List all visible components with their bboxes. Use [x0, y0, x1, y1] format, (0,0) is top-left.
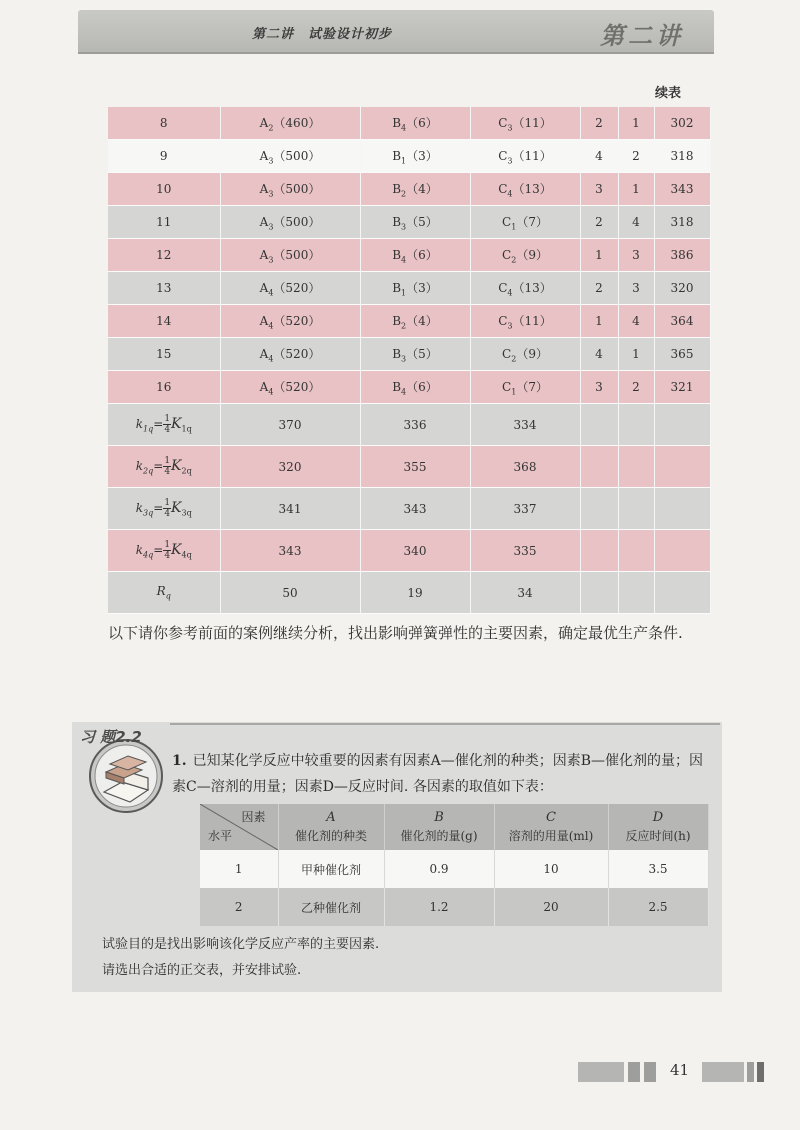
- mean-b: 336: [360, 404, 470, 446]
- mean-row: [108, 530, 710, 572]
- factor-c-cell: $C_4(13)$: [470, 272, 580, 305]
- factor-d-cell: 2: [580, 107, 618, 140]
- factor-b-cell: $B_4(6)$: [360, 239, 470, 272]
- page-header: [78, 10, 714, 54]
- factor-d-cell: 3: [580, 173, 618, 206]
- cell-c: 20: [494, 888, 608, 926]
- analysis-paragraph: 以下请你参考前面的案例继续分析，找出影响弹簧弹性的主要因素，确定最优生产条件.: [108, 624, 683, 642]
- run-number: 8: [108, 107, 220, 140]
- orthogonal-results-table: [108, 107, 711, 614]
- mean-b: 343: [360, 488, 470, 530]
- factor-b-cell: $B_2(4)$: [360, 173, 470, 206]
- mean-c: 337: [470, 488, 580, 530]
- factor-a-cell: $A_4(520)$: [220, 371, 360, 404]
- mean-c: 334: [470, 404, 580, 446]
- mean-b: 340: [360, 530, 470, 572]
- factor-e-cell: 3: [618, 239, 654, 272]
- mean-label: $k_{3q}=$ $\frac{1}{4}$ $K_{3q}$: [108, 488, 220, 530]
- table-row: [108, 206, 710, 239]
- factor-header: 因素: [241, 810, 266, 824]
- empty-cell: [654, 446, 710, 488]
- question-1: [172, 748, 717, 800]
- header-d: D 反应时间(h): [608, 804, 708, 850]
- mean-label: $k_{4q}=$ $\frac{1}{4}$ $K_{4q}$: [108, 530, 220, 572]
- factor-b-cell: $B_1(3)$: [360, 140, 470, 173]
- table-row: [108, 338, 710, 371]
- factor-d-cell: 4: [580, 338, 618, 371]
- factor-a-cell: $A_3(500)$: [220, 173, 360, 206]
- cell-a: 甲种催化剂: [278, 850, 384, 888]
- run-number: 16: [108, 371, 220, 404]
- level-header: 水平: [208, 829, 233, 843]
- range-a: 50: [220, 572, 360, 614]
- mean-a: 320: [220, 446, 360, 488]
- factor-a-cell: $A_4(520)$: [220, 305, 360, 338]
- factor-a-cell: $A_4(520)$: [220, 338, 360, 371]
- header-c: C 溶剂的用量(ml): [494, 804, 608, 850]
- result-cell: 318: [654, 206, 710, 239]
- factor-c-cell: $C_3(11)$: [470, 140, 580, 173]
- level-cell: 2: [200, 888, 278, 926]
- cell-c: 10: [494, 850, 608, 888]
- factor-c-cell: $C_3(11)$: [470, 107, 580, 140]
- empty-cell: [580, 572, 618, 614]
- cell-d: 2.5: [608, 888, 708, 926]
- factor-c-cell: $C_2(9)$: [470, 338, 580, 371]
- factor-a-cell: $A_2(460)$: [220, 107, 360, 140]
- mean-row: [108, 446, 710, 488]
- range-b: 19: [360, 572, 470, 614]
- empty-cell: [618, 446, 654, 488]
- run-number: 11: [108, 206, 220, 239]
- empty-cell: [618, 404, 654, 446]
- result-cell: 302: [654, 107, 710, 140]
- exercise-title: 习 题2.2: [80, 728, 142, 746]
- factor-d-cell: 2: [580, 206, 618, 239]
- cell-b: 0.9: [384, 850, 494, 888]
- run-number: 12: [108, 239, 220, 272]
- factor-e-cell: 4: [618, 305, 654, 338]
- factor-e-cell: 3: [618, 272, 654, 305]
- empty-cell: [580, 488, 618, 530]
- range-label: $R_q$: [108, 572, 220, 614]
- question-text: 已知某化学反应中较重要的因素有因素A—催化剂的种类；因素B—催化剂的量；因素C—溶剂的用量；因素D—反应时间. 各因素的取值如下表：: [172, 753, 704, 795]
- mean-label: $k_{2q}=$ $\frac{1}{4}$ $K_{2q}$: [108, 446, 220, 488]
- mean-c: 335: [470, 530, 580, 572]
- lecture-title: 第二讲: [600, 22, 684, 50]
- chapter-title: 第二讲 试验设计初步: [252, 27, 393, 42]
- mean-c: 368: [470, 446, 580, 488]
- empty-cell: [654, 404, 710, 446]
- range-c: 34: [470, 572, 580, 614]
- note-instruction: 请选出合适的正交表，并安排试验.: [102, 963, 302, 978]
- footer-bars-right: [702, 1062, 764, 1082]
- table-row: [108, 173, 710, 206]
- continued-label: 续表: [655, 86, 682, 101]
- result-cell: 318: [654, 140, 710, 173]
- factor-e-cell: 1: [618, 338, 654, 371]
- table-row: [200, 888, 708, 926]
- factor-b-cell: $B_3(5)$: [360, 338, 470, 371]
- factor-d-cell: 1: [580, 305, 618, 338]
- mean-b: 355: [360, 446, 470, 488]
- header-a: A 催化剂的种类: [278, 804, 384, 850]
- empty-cell: [580, 530, 618, 572]
- factor-d-cell: 2: [580, 272, 618, 305]
- factor-d-cell: 4: [580, 140, 618, 173]
- factor-a-cell: $A_3(500)$: [220, 206, 360, 239]
- result-cell: 364: [654, 305, 710, 338]
- factor-b-cell: $B_4(6)$: [360, 107, 470, 140]
- factor-e-cell: 1: [618, 107, 654, 140]
- empty-cell: [654, 488, 710, 530]
- factor-b-cell: $B_1(3)$: [360, 272, 470, 305]
- factor-d-cell: 1: [580, 239, 618, 272]
- factor-a-cell: $A_3(500)$: [220, 239, 360, 272]
- factor-e-cell: 2: [618, 140, 654, 173]
- result-cell: 386: [654, 239, 710, 272]
- table-row: [108, 239, 710, 272]
- factor-c-cell: $C_4(13)$: [470, 173, 580, 206]
- factor-e-cell: 2: [618, 371, 654, 404]
- run-number: 15: [108, 338, 220, 371]
- factor-a-cell: $A_4(520)$: [220, 272, 360, 305]
- factor-a-cell: $A_3(500)$: [220, 140, 360, 173]
- result-cell: 321: [654, 371, 710, 404]
- mean-label: $k_{1q}=$ $\frac{1}{4}$ $K_{1q}$: [108, 404, 220, 446]
- result-cell: 365: [654, 338, 710, 371]
- factor-b-cell: $B_3(5)$: [360, 206, 470, 239]
- cell-a: 乙种催化剂: [278, 888, 384, 926]
- factor-e-cell: 1: [618, 173, 654, 206]
- exercise-notes: [102, 932, 702, 984]
- empty-cell: [618, 572, 654, 614]
- empty-cell: [580, 446, 618, 488]
- table-row: [108, 107, 710, 140]
- run-number: 9: [108, 140, 220, 173]
- factor-level-table: [200, 804, 709, 926]
- level-cell: 1: [200, 850, 278, 888]
- footer-bars-left: [578, 1062, 658, 1082]
- factor-c-cell: $C_2(9)$: [470, 239, 580, 272]
- empty-cell: [618, 488, 654, 530]
- page-number: 41: [670, 1061, 690, 1079]
- table-row: [108, 371, 710, 404]
- empty-cell: [654, 572, 710, 614]
- note-purpose: 试验目的是找出影响该化学反应产率的主要因素.: [102, 937, 380, 952]
- question-number: 1.: [172, 753, 187, 769]
- run-number: 14: [108, 305, 220, 338]
- table-row: [108, 305, 710, 338]
- factor-d-cell: 3: [580, 371, 618, 404]
- result-cell: 320: [654, 272, 710, 305]
- empty-cell: [580, 404, 618, 446]
- mean-a: 341: [220, 488, 360, 530]
- result-cell: 343: [654, 173, 710, 206]
- exercise-divider: [170, 723, 720, 725]
- header-b: B 催化剂的量(g): [384, 804, 494, 850]
- mean-a: 370: [220, 404, 360, 446]
- corner-cell: [200, 804, 278, 850]
- factor-c-cell: $C_1(7)$: [470, 371, 580, 404]
- table-row: [200, 850, 708, 888]
- factor-b-cell: $B_4(6)$: [360, 371, 470, 404]
- mean-a: 343: [220, 530, 360, 572]
- cell-b: 1.2: [384, 888, 494, 926]
- factor-c-cell: $C_3(11)$: [470, 305, 580, 338]
- empty-cell: [654, 530, 710, 572]
- cell-d: 3.5: [608, 850, 708, 888]
- run-number: 10: [108, 173, 220, 206]
- range-row: [108, 572, 710, 614]
- table-row: [108, 272, 710, 305]
- run-number: 13: [108, 272, 220, 305]
- factor-e-cell: 4: [618, 206, 654, 239]
- exercise-badge: [76, 726, 176, 814]
- mean-row: [108, 488, 710, 530]
- mean-row: [108, 404, 710, 446]
- empty-cell: [618, 530, 654, 572]
- factor-b-cell: $B_2(4)$: [360, 305, 470, 338]
- table-row: [108, 140, 710, 173]
- factor-c-cell: $C_1(7)$: [470, 206, 580, 239]
